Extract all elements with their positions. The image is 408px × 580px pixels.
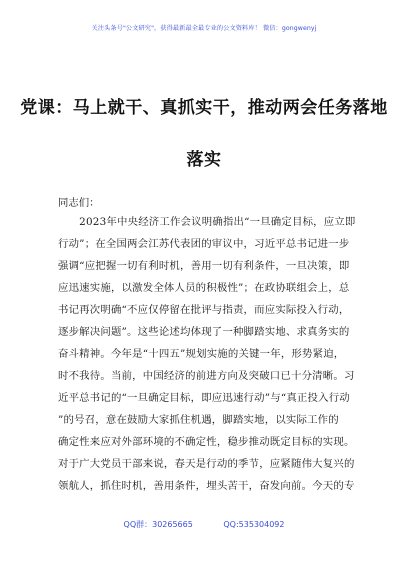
greeting: 同志们： [58,197,100,209]
footer-qq: QQ:535304092 [223,520,285,529]
body-line: 书记再次明确“不应仅停留在批评与指责，而应实际投入行动， [58,304,350,316]
footer-contact [0,519,408,530]
document-title-line-2: 落实 [186,150,222,170]
body-line: 奋斗精神。今年是“十四五”规划实施的关键一年，形势紧迫， [58,348,345,360]
body-line: 领航人，抓住时机，善用条件，埋头苦干，奋发向前。今天的专 [58,480,355,492]
body-line: 行动”；在全国两会江苏代表团的审议中，习近平总书记进一步 [58,238,350,250]
body-line: 时不我待。当前，中国经济的前进方向及突破口已十分清晰。习 [58,370,355,382]
body-line: 2023年中央经济工作会议明确指出“一旦确定目标，应立即 [58,216,356,228]
body-line: ”的号召，意在鼓励大家抓住机遇，脚踏实地，以实际工作的 [58,414,339,426]
header-banner: 关注头条号"公文研究"，获得最新最全最专业的公文资料库！ 微信：gongwenyj [91,25,317,32]
body-line: 近平总书记的“一旦确定目标，即应迅速行动”与“真正投入行动 [58,392,350,404]
body-line: 逐步解决问题”。这些论述均体现了一种脚踏实地、求真务实的 [58,326,350,338]
footer-qq-group: QQ群：30265665 [123,520,193,529]
body-line: 强调“应把握一切有利时机，善用一切有利条件，一旦决策，即 [58,260,350,272]
body-line: 确定性来应对外部环境的不确定性，稳步推动既定目标的实现。 [58,436,355,448]
body-line: 对于广大党员干部来说，春天是行动的季节，应紧随伟大复兴的 [58,458,355,470]
document-title-line-1: 党课：马上就干、真抓实干，推动两会任务落地 [20,98,388,118]
body-line: 应迅速实施，以激发全体人员的积极性”；在政协联组会上，总 [58,282,350,294]
